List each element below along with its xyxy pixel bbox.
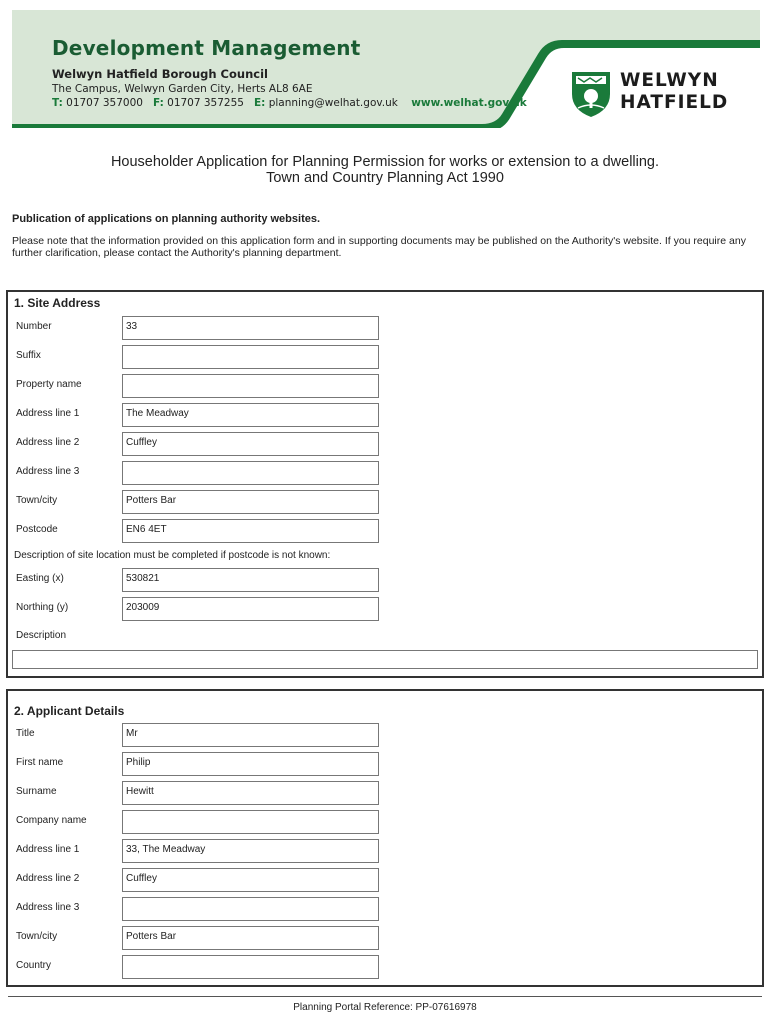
field-applicant-address-line-1: Address line 1 33, The Meadway (8, 839, 762, 863)
address-line-2-input[interactable]: Cuffley (122, 432, 379, 456)
applicant-address-line-1-input[interactable]: 33, The Meadway (122, 839, 379, 863)
field-country: Country (8, 955, 762, 979)
town-city-input[interactable]: Potters Bar (122, 490, 379, 514)
field-company-name: Company name (8, 810, 762, 834)
field-applicant-town-city: Town/city Potters Bar (8, 926, 762, 950)
publication-notice: Please note that the information provided on this application form and in supporting documents may be published on the Authority's website. If you require any further clarification, please contact the Authority's planning department. (12, 235, 746, 259)
letterhead (12, 10, 760, 128)
section-title: 1. Site Address (14, 296, 101, 310)
applicant-address-line-3-input[interactable] (122, 897, 379, 921)
applicant-town-city-input[interactable]: Potters Bar (122, 926, 379, 950)
field-address-line-3: Address line 3 (8, 461, 762, 485)
field-address-line-2: Address line 2 Cuffley (8, 432, 762, 456)
first-name-input[interactable]: Philip (122, 752, 379, 776)
field-first-name: First name Philip (8, 752, 762, 776)
site-address-section (6, 290, 764, 678)
location-note: Description of site location must be completed if postcode is not known: (14, 550, 331, 561)
field-surname: Surname Hewitt (8, 781, 762, 805)
northing-input[interactable]: 203009 (122, 597, 379, 621)
number-input[interactable]: 33 (122, 316, 379, 340)
description-input[interactable] (12, 650, 758, 669)
property-name-input[interactable] (122, 374, 379, 398)
field-northing: Northing (y) 203009 (8, 597, 762, 621)
surname-input[interactable]: Hewitt (122, 781, 379, 805)
field-property-name: Property name (8, 374, 762, 398)
department-title: Development Management (52, 36, 361, 60)
section-title: 2. Applicant Details (14, 704, 125, 718)
title-input[interactable]: Mr (122, 723, 379, 747)
field-town-city: Town/city Potters Bar (8, 490, 762, 514)
country-input[interactable] (122, 955, 379, 979)
field-postcode: Postcode EN6 4ET (8, 519, 762, 543)
field-suffix: Suffix (8, 345, 762, 369)
suffix-input[interactable] (122, 345, 379, 369)
council-address: The Campus, Welwyn Garden City, Herts AL8 6AE (52, 83, 313, 95)
publication-heading: Publication of applications on planning authority websites. (12, 213, 321, 225)
telephone: 01707 357000 (66, 97, 143, 109)
council-logo-text: WELWYN HATFIELD (620, 70, 729, 113)
easting-input[interactable]: 530821 (122, 568, 379, 592)
form-title: Householder Application for Planning Permission for works or extension to a dwelling. Town and Country Planning Act 1990 (110, 154, 660, 186)
portal-reference: Planning Portal Reference: PP-07616978 (293, 1002, 477, 1013)
description-label: Description (16, 630, 67, 641)
field-number: Number 33 (8, 316, 762, 340)
field-address-line-1: Address line 1 The Meadway (8, 403, 762, 427)
website-link[interactable]: www.welhat.gov.uk (411, 97, 527, 109)
field-easting: Easting (x) 530821 (8, 568, 762, 592)
field-applicant-address-line-3: Address line 3 (8, 897, 762, 921)
contact-line: T: 01707 357000 F: 01707 357255 E: planning@welhat.gov.uk www.welhat.gov.uk (52, 97, 527, 109)
applicant-address-line-2-input[interactable]: Cuffley (122, 868, 379, 892)
postcode-input[interactable]: EN6 4ET (122, 519, 379, 543)
email-link[interactable]: planning@welhat.gov.uk (268, 97, 398, 109)
fax: 01707 357255 (167, 97, 244, 109)
council-name: Welwyn Hatfield Borough Council (52, 67, 268, 81)
applicant-details-section (6, 689, 764, 987)
company-name-input[interactable] (122, 810, 379, 834)
address-line-3-input[interactable] (122, 461, 379, 485)
address-line-1-input[interactable]: The Meadway (122, 403, 379, 427)
field-title: Title Mr (8, 723, 762, 747)
footer-divider (8, 996, 762, 997)
council-crest-icon (570, 70, 612, 118)
field-applicant-address-line-2: Address line 2 Cuffley (8, 868, 762, 892)
